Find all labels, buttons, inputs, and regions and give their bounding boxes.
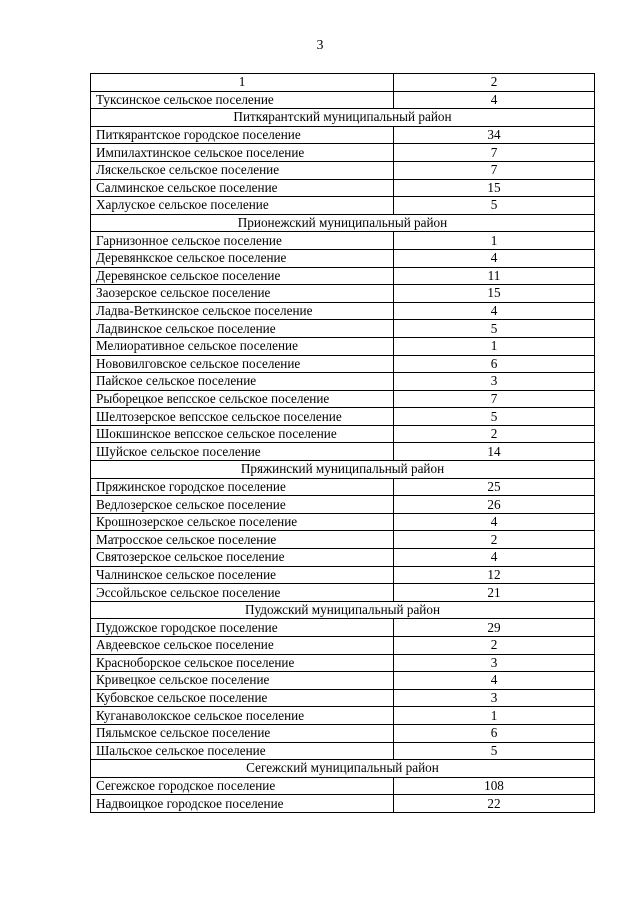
table-row [91,91,595,109]
table-row [91,320,595,338]
settlement-value: 29 [394,619,595,637]
table-row [91,619,595,637]
region-name: Пряжинский муниципальный район [91,461,595,479]
settlement-value: 7 [394,161,595,179]
settlement-value: 15 [394,285,595,303]
region-name: Питкярантский муниципальный район [91,109,595,127]
settlement-value: 3 [394,689,595,707]
settlement-value: 12 [394,566,595,584]
settlement-name: Ляскельское сельское поселение [91,161,394,179]
settlement-name: Куганаволокское сельское поселение [91,707,394,725]
page-number: 3 [316,38,324,53]
table-row [91,637,595,655]
table-row [91,513,595,531]
region-header-row [91,461,595,479]
settlement-value: 5 [394,197,595,215]
table-row [91,267,595,285]
region-header-row [91,760,595,778]
settlement-value: 1 [394,232,595,250]
settlement-name: Деревянское сельское поселение [91,267,394,285]
settlement-value: 22 [394,795,595,813]
settlement-value: 4 [394,672,595,690]
settlement-name: Крошнозерское сельское поселение [91,513,394,531]
settlement-name: Шелтозерское вепсское сельское поселение [91,408,394,426]
settlement-value: 4 [394,302,595,320]
region-header-row [91,109,595,127]
settlements-table [90,73,595,813]
settlement-name: Пяльмское сельское поселение [91,724,394,742]
settlement-name: Надвоицкое городское поселение [91,795,394,813]
table-row [91,443,595,461]
table-header-row [91,74,595,92]
table-row [91,496,595,514]
settlement-value: 34 [394,126,595,144]
settlement-value: 1 [394,707,595,725]
header-col-2: 2 [394,74,595,92]
settlement-name: Красноборское сельское поселение [91,654,394,672]
table-row [91,197,595,215]
settlement-name: Сегежское городское поселение [91,777,394,795]
table-row [91,249,595,267]
table-row [91,285,595,303]
table-row [91,144,595,162]
table-row [91,672,595,690]
settlement-value: 21 [394,584,595,602]
settlement-value: 3 [394,654,595,672]
table-row [91,373,595,391]
table-row [91,584,595,602]
table-row [91,478,595,496]
settlement-name: Ведлозерское сельское поселение [91,496,394,514]
settlement-name: Заозерское сельское поселение [91,285,394,303]
table-row [91,707,595,725]
settlement-value: 26 [394,496,595,514]
settlement-name: Ладвинское сельское поселение [91,320,394,338]
settlement-value: 2 [394,425,595,443]
settlement-name: Шуйское сельское поселение [91,443,394,461]
table-row [91,302,595,320]
settlement-value: 15 [394,179,595,197]
region-name: Сегежский муниципальный район [91,760,595,778]
settlement-value: 6 [394,355,595,373]
settlement-name: Пудожское городское поселение [91,619,394,637]
settlement-value: 5 [394,742,595,760]
table-row [91,390,595,408]
table-row [91,531,595,549]
settlement-value: 1 [394,337,595,355]
settlement-name: Харлуское сельское поселение [91,197,394,215]
table-row [91,355,595,373]
settlement-value: 14 [394,443,595,461]
settlement-name: Авдеевское сельское поселение [91,637,394,655]
settlement-name: Шальское сельское поселение [91,742,394,760]
table-row [91,566,595,584]
settlement-value: 5 [394,320,595,338]
settlement-name: Рыборецкое вепсское сельское поселение [91,390,394,408]
header-col-1: 1 [91,74,394,92]
settlement-value: 7 [394,144,595,162]
region-name: Прионежский муниципальный район [91,214,595,232]
table-row [91,126,595,144]
table-row [91,654,595,672]
settlement-name: Шокшинское вепсское сельское поселение [91,425,394,443]
table-row [91,161,595,179]
table-row [91,179,595,197]
table-row [91,337,595,355]
table-row [91,408,595,426]
settlement-value: 4 [394,513,595,531]
settlement-name: Мелиоративное сельское поселение [91,337,394,355]
settlement-value: 4 [394,91,595,109]
settlement-name: Пряжинское городское поселение [91,478,394,496]
settlement-name: Кривецкое сельское поселение [91,672,394,690]
settlement-value: 108 [394,777,595,795]
settlement-name: Святозерское сельское поселение [91,549,394,567]
settlement-name: Эссойльское сельское поселение [91,584,394,602]
table-row [91,232,595,250]
settlement-name: Ладва-Веткинское сельское поселение [91,302,394,320]
table-row [91,549,595,567]
settlement-name: Нововилговское сельское поселение [91,355,394,373]
settlement-name: Деревянкское сельское поселение [91,249,394,267]
settlement-name: Гарнизонное сельское поселение [91,232,394,250]
settlement-name: Кубовское сельское поселение [91,689,394,707]
settlement-name: Салминское сельское поселение [91,179,394,197]
settlement-value: 6 [394,724,595,742]
table-row [91,724,595,742]
settlement-value: 7 [394,390,595,408]
settlement-value: 25 [394,478,595,496]
table-body [91,74,595,813]
settlement-name: Импилахтинское сельское поселение [91,144,394,162]
settlement-value: 4 [394,549,595,567]
settlement-name: Туксинское сельское поселение [91,91,394,109]
table-row [91,795,595,813]
settlement-name: Матросское сельское поселение [91,531,394,549]
table-row [91,689,595,707]
settlement-value: 4 [394,249,595,267]
table-row [91,742,595,760]
region-header-row [91,214,595,232]
table-row [91,425,595,443]
settlement-name: Пайское сельское поселение [91,373,394,391]
settlement-value: 3 [394,373,595,391]
settlement-value: 11 [394,267,595,285]
table-row [91,777,595,795]
settlement-name: Питкярантское городское поселение [91,126,394,144]
region-name: Пудожский муниципальный район [91,601,595,619]
settlement-name: Чалнинское сельское поселение [91,566,394,584]
settlement-value: 5 [394,408,595,426]
region-header-row [91,601,595,619]
settlement-value: 2 [394,637,595,655]
settlement-value: 2 [394,531,595,549]
